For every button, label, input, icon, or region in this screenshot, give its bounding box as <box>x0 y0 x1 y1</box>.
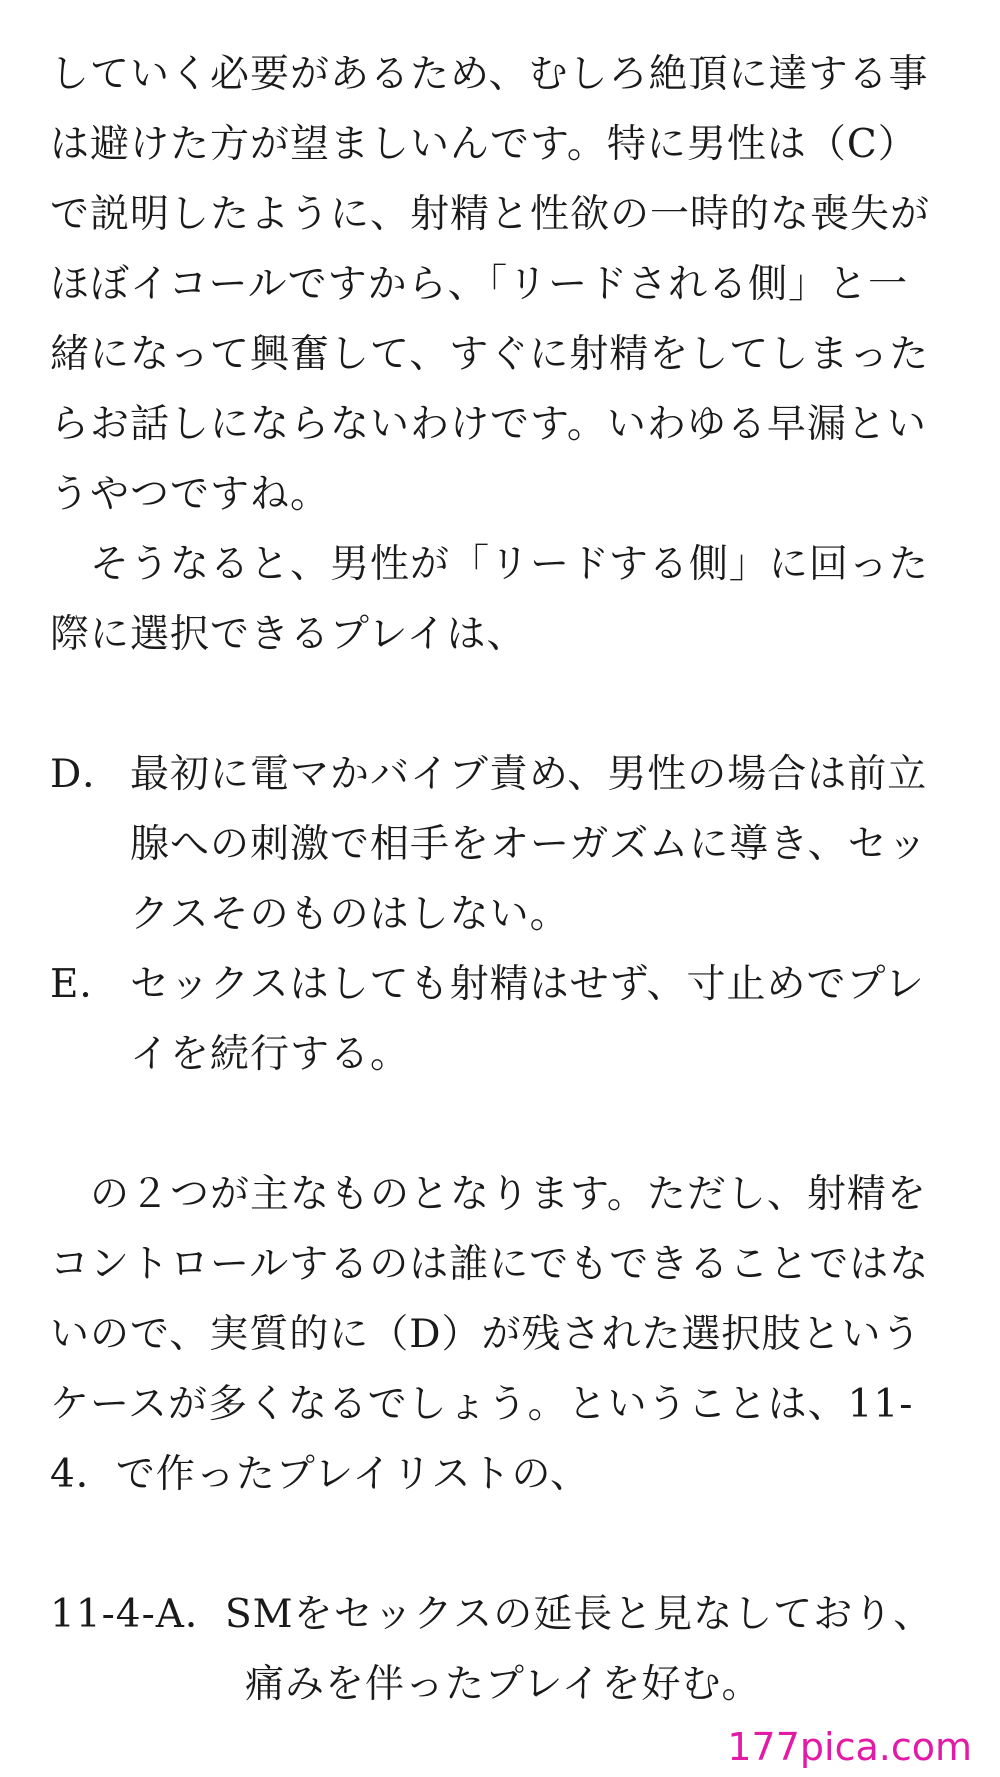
blank-line <box>50 1090 950 1160</box>
list-item-label: D． <box>50 752 123 797</box>
list-item-text: セックスはしても射精はせず、寸止めでプレ <box>130 962 925 1007</box>
sub-item-text: SMをセックスの延長と見なしており、 <box>224 1592 934 1637</box>
list-item-text: 最初に電マかバイブ責め、男性の場合は前立 <box>130 752 928 797</box>
sub-item-label: 11-4-A． <box>50 1592 225 1637</box>
document-body <box>50 40 950 1720</box>
list-item-text: 腺への刺激で相手をオーガズムに導き、セッ <box>130 822 928 867</box>
text-line: うやつですね。 <box>50 472 331 517</box>
text-line: ケースが多くなるでしょう。ということは、11- <box>50 1382 914 1427</box>
blank-line <box>50 670 950 740</box>
paragraph-2 <box>50 530 950 670</box>
sub-item-11-4-a <box>50 1580 950 1720</box>
sub-item-text: 痛みを伴ったプレイを好む。 <box>245 1662 762 1707</box>
watermark: 177pica.com <box>727 1725 972 1769</box>
paragraph-1 <box>50 40 950 530</box>
text-line: いので、実質的に（D）が残された選択肢という <box>50 1312 922 1357</box>
text-line: 緒になって興奮して、すぐに射精をしてしまった <box>50 332 930 377</box>
text-line: 際に選択できるプレイは、 <box>50 612 527 657</box>
text-line: していく必要があるため、むしろ絶頂に達する事 <box>50 52 929 97</box>
paragraph-3 <box>50 1160 950 1510</box>
text-line: 4．で作ったプレイリストの、 <box>50 1452 590 1497</box>
list-item-text: イを続行する。 <box>130 1032 411 1077</box>
text-line: の２つが主なものとなります。ただし、射精を <box>90 1172 927 1217</box>
text-line: は避けた方が望ましいんです。特に男性は（C） <box>50 122 918 167</box>
option-list <box>50 740 950 1090</box>
list-item-d <box>50 740 950 950</box>
list-item-text: クスそのものはしない。 <box>130 892 570 937</box>
blank-line <box>50 1510 950 1580</box>
text-line: で説明したように、射精と性欲の一時的な喪失が <box>50 192 931 237</box>
list-item-label: E． <box>50 962 120 1007</box>
text-line: ほぼイコールですから、「リードされる側」と一 <box>50 262 909 307</box>
list-item-e <box>50 950 950 1090</box>
text-line: コントロールするのは誰にでもできることではな <box>50 1242 930 1287</box>
text-line: らお話しにならないわけです。いわゆる早漏とい <box>50 402 927 447</box>
text-line: そうなると、男性が「リードする側」に回った <box>90 542 929 587</box>
